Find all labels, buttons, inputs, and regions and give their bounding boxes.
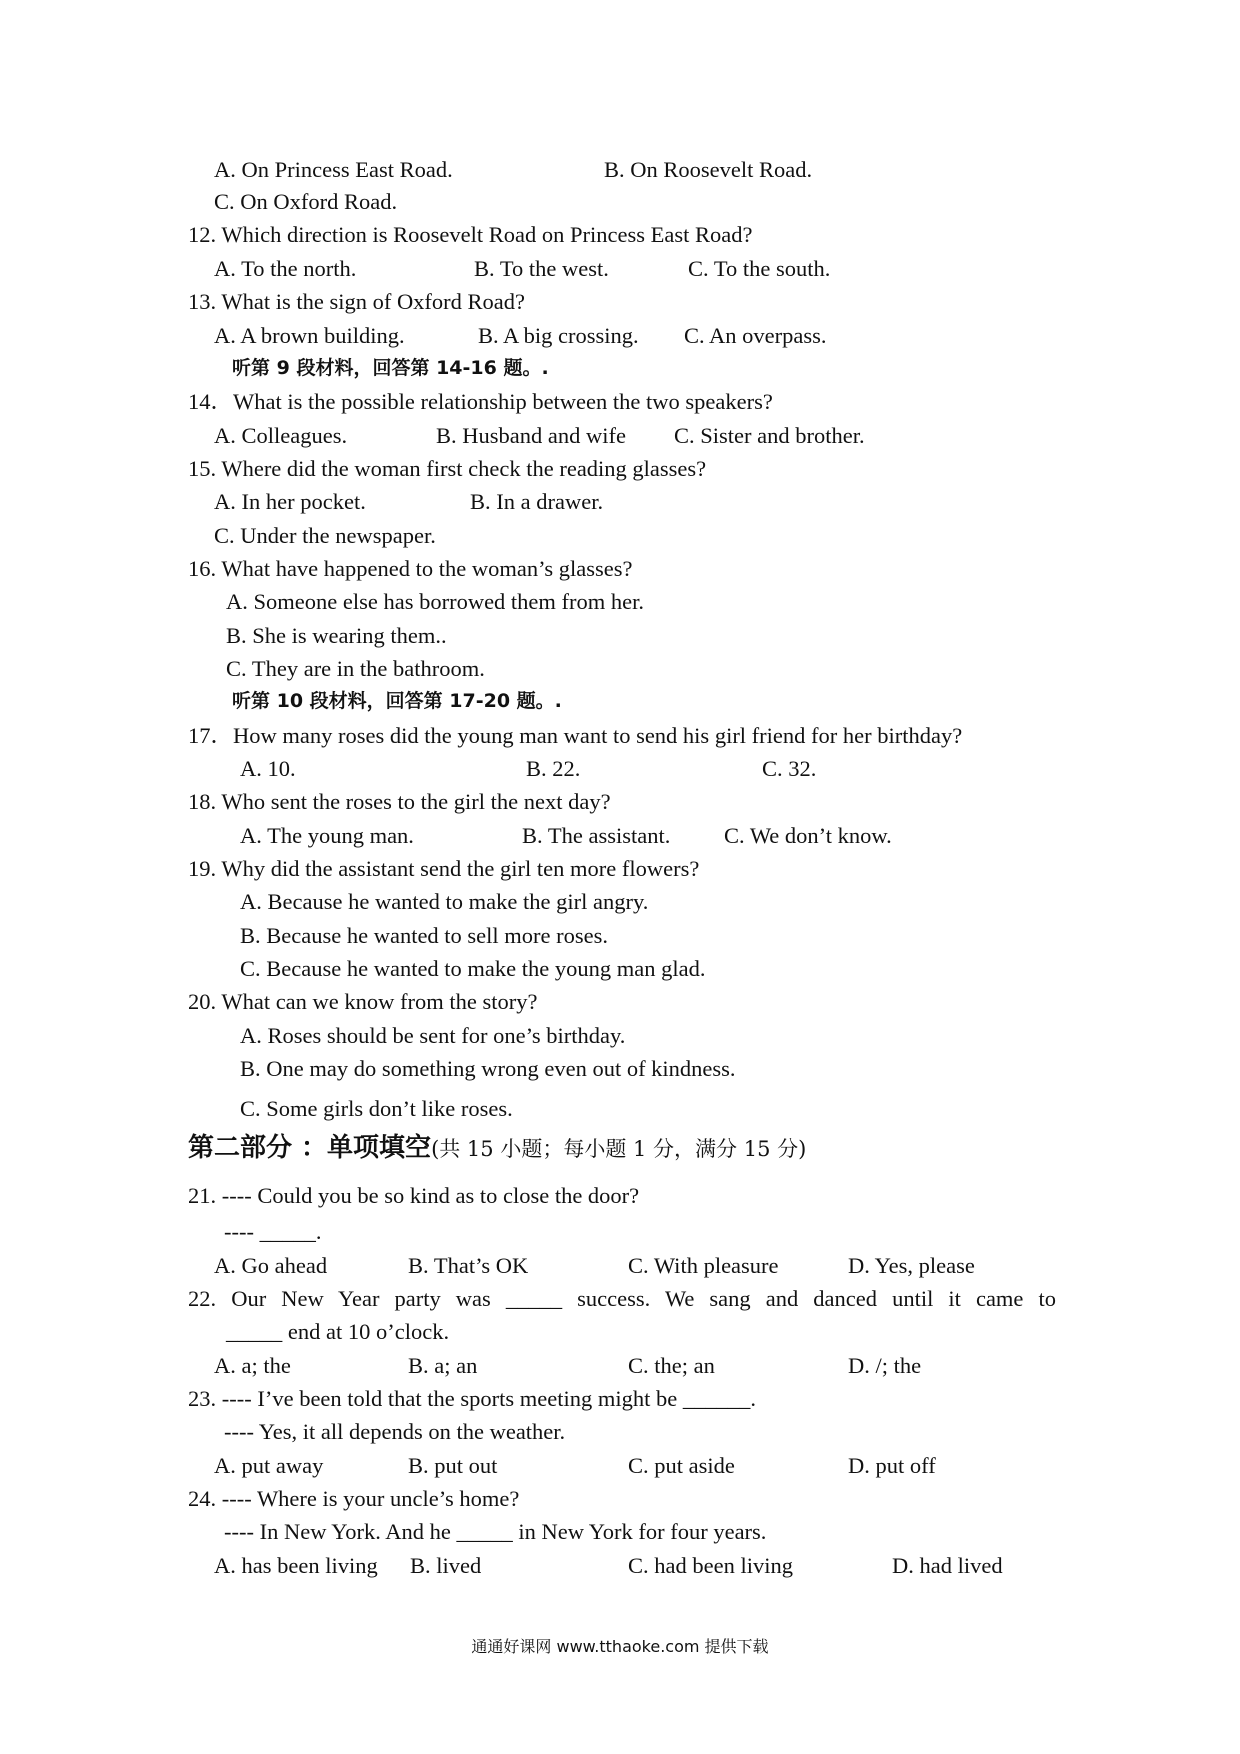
q23-option-d: D. put off bbox=[848, 1453, 936, 1478]
q19-option-b: B. Because he wanted to sell more roses. bbox=[240, 923, 609, 948]
q13-option-c: C. An overpass. bbox=[684, 323, 827, 348]
q23-options bbox=[0, 1452, 1240, 1480]
q13-stem: 13. What is the sign of Oxford Road? bbox=[188, 289, 526, 314]
q24-stem: 24. ---- Where is your uncle’s home? bbox=[188, 1486, 520, 1511]
page-footer: 通通好课网 www.tthaoke.com 提供下载 bbox=[471, 1637, 769, 1656]
q11-option-c: C. On Oxford Road. bbox=[214, 189, 398, 214]
q20-stem: 20. What can we know from the story? bbox=[188, 989, 538, 1014]
q14-stem: 14．What is the possible relationship between the two speakers? bbox=[188, 389, 773, 414]
q21-option-a: A. Go ahead bbox=[214, 1253, 328, 1278]
q20-option-c: C. Some girls don’t like roses. bbox=[240, 1096, 513, 1121]
section-10-heading: 听第 10 段材料，回答第 17-20 题。. bbox=[232, 690, 562, 712]
q14-option-a: A. Colleagues. bbox=[214, 423, 348, 448]
q19-option-a: A. Because he wanted to make the girl angry. bbox=[240, 889, 649, 914]
part-2-title-note: (共 15 小题；每小题 1 分，满分 15 分) bbox=[431, 1137, 807, 1161]
q17-option-a: A. 10. bbox=[240, 756, 296, 781]
q17-option-b: B. 22. bbox=[526, 756, 581, 781]
q21-option-d: D. Yes, please bbox=[848, 1253, 975, 1278]
q15-option-c: C. Under the newspaper. bbox=[214, 523, 436, 548]
q21-options bbox=[0, 1252, 1240, 1280]
q21-reply: ---- _____. bbox=[224, 1219, 322, 1244]
q16-stem: 16. What have happened to the woman’s glasses? bbox=[188, 556, 633, 581]
q13-option-b: B. A big crossing. bbox=[478, 323, 639, 348]
q24-option-a: A. has been living bbox=[214, 1553, 378, 1578]
q18-option-c: C. We don’t know. bbox=[724, 823, 892, 848]
q17-options bbox=[0, 755, 1240, 783]
q18-stem: 18. Who sent the roses to the girl the next day? bbox=[188, 789, 611, 814]
q13-option-a: A. A brown building. bbox=[214, 323, 405, 348]
q21-stem: 21. ---- Could you be so kind as to close the door? bbox=[188, 1183, 640, 1208]
q24-option-c: C. had been living bbox=[628, 1553, 793, 1578]
q19-option-c: C. Because he wanted to make the young man glad. bbox=[240, 956, 706, 981]
q12-options bbox=[0, 255, 1240, 283]
q14-options bbox=[0, 422, 1240, 450]
q22-option-d: D. /; the bbox=[848, 1353, 922, 1378]
q12-option-a: A. To the north. bbox=[214, 256, 357, 281]
q24-option-b: B. lived bbox=[410, 1553, 482, 1578]
q16-option-b: B. She is wearing them.. bbox=[226, 623, 447, 648]
q22-option-c: C. the; an bbox=[628, 1353, 715, 1378]
q12-stem: 12. Which direction is Roosevelt Road on Princess East Road? bbox=[188, 222, 753, 247]
q12-option-c: C. To the south. bbox=[688, 256, 831, 281]
q22-option-b: B. a; an bbox=[408, 1353, 478, 1378]
q24-reply: ---- In New York. And he _____ in New York for four years. bbox=[224, 1519, 767, 1544]
q13-options bbox=[0, 322, 1240, 350]
q21-option-b: B. That’s OK bbox=[408, 1253, 529, 1278]
q14-option-c: C. Sister and brother. bbox=[674, 423, 865, 448]
q20-option-b: B. One may do something wrong even out of kindness. bbox=[240, 1056, 736, 1081]
q15-option-b: B. In a drawer. bbox=[470, 489, 604, 514]
q16-option-a: A. Someone else has borrowed them from her. bbox=[226, 589, 645, 614]
q22-stem-continued: _____ end at 10 o’clock. bbox=[226, 1319, 450, 1344]
q17-option-c: C. 32. bbox=[762, 756, 817, 781]
q16-option-c: C. They are in the bathroom. bbox=[226, 656, 485, 681]
q22-stem: 22. Our New Year party was _____ success. We sang and danced until it came to bbox=[188, 1286, 1056, 1311]
q15-option-a: A. In her pocket. bbox=[214, 489, 366, 514]
q23-reply: ---- Yes, it all depends on the weather. bbox=[224, 1419, 566, 1444]
section-9-heading: 听第 9 段材料，回答第 14-16 题。. bbox=[232, 357, 549, 379]
q19-stem: 19. Why did the assistant send the girl ten more flowers? bbox=[188, 856, 700, 881]
q21-option-c: C. With pleasure bbox=[628, 1253, 779, 1278]
q15-options bbox=[0, 488, 1240, 516]
q23-option-a: A. put away bbox=[214, 1453, 324, 1478]
q20-option-a: A. Roses should be sent for one’s birthday. bbox=[240, 1023, 626, 1048]
q18-option-b: B. The assistant. bbox=[522, 823, 671, 848]
q22-options bbox=[0, 1352, 1240, 1380]
part-2-title-main: 第二部分 ：单项填空 bbox=[188, 1133, 432, 1163]
q11-option-a: A. On Princess East Road. bbox=[214, 157, 453, 182]
q23-option-c: C. put aside bbox=[628, 1453, 735, 1478]
part-2-title bbox=[188, 1132, 806, 1167]
q12-option-b: B. To the west. bbox=[474, 256, 609, 281]
q22-option-a: A. a; the bbox=[214, 1353, 291, 1378]
q24-option-d: D. had lived bbox=[892, 1553, 1003, 1578]
q24-options bbox=[0, 1552, 1240, 1580]
q15-stem: 15. Where did the woman first check the reading glasses? bbox=[188, 456, 707, 481]
q18-options bbox=[0, 822, 1240, 850]
q18-option-a: A. The young man. bbox=[240, 823, 414, 848]
q14-option-b: B. Husband and wife bbox=[436, 423, 626, 448]
q11-options bbox=[0, 156, 1240, 184]
q11-option-b: B. On Roosevelt Road. bbox=[604, 157, 813, 182]
q17-stem: 17．How many roses did the young man want to send his girl friend for her birthday? bbox=[188, 723, 963, 748]
q23-stem: 23. ---- I’ve been told that the sports meeting might be ______. bbox=[188, 1386, 756, 1411]
q23-option-b: B. put out bbox=[408, 1453, 498, 1478]
